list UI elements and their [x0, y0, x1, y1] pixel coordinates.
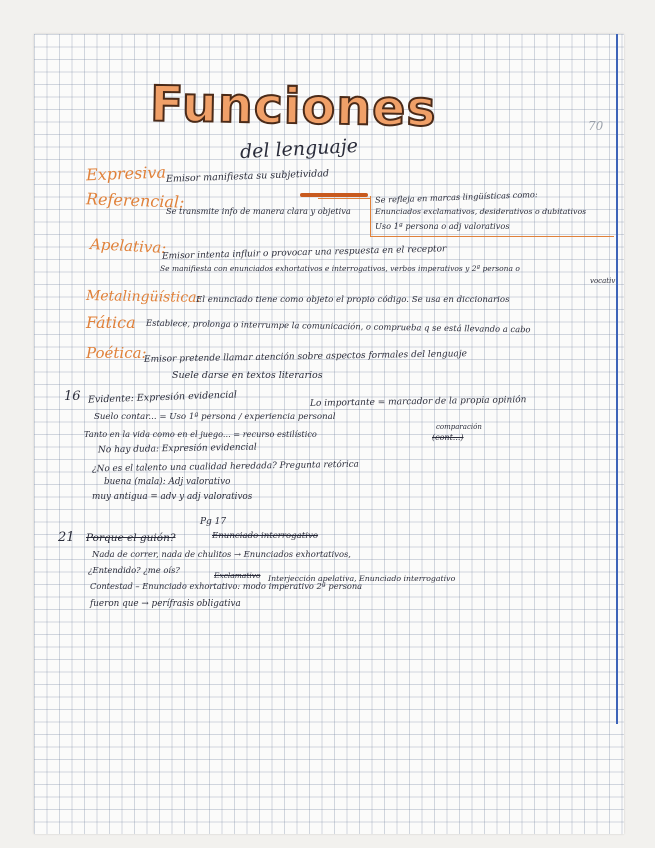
refleja-line-1: Se refleja en marcas lingüísticas como: [374, 189, 538, 205]
apelativa-sub: Se manifiesta con enunciados exhortativos e interrogativos, verbos imperativos y 2ª persona o [160, 264, 520, 273]
ex21-page-ref: Pg 17 [200, 517, 227, 527]
bracket-arrow [300, 193, 368, 197]
ex21-entendido: ¿Entendido? ¿me oís? [88, 565, 180, 575]
poetica-text: Emisor pretende llamar atención sobre aspectos formales del lenguaje [143, 349, 468, 365]
ex16-tanto-paren: (cont...) [432, 433, 464, 442]
ex16-evidente: Evidente: Expresión evidencial [87, 389, 238, 406]
ex21-fueron: fueron que → perífrasis obligativa [90, 599, 241, 609]
poetica-label: Poética: [86, 344, 147, 362]
page-subtitle: del lenguaje [239, 134, 359, 164]
bracket-line-bottom [370, 236, 614, 237]
poetica-sub: Suele darse en textos literarios [172, 370, 323, 381]
ex21-nada: Nada de correr, nada de chulitos → Enunciados exhortativos, [92, 549, 351, 559]
exercise-16-number: 16 [64, 389, 81, 404]
referencial-text: Se transmite info de manera clara y objetiva [166, 206, 351, 216]
ex16-tanto: Tanto en la vida como en el juego... = recurso estilístico [84, 429, 317, 439]
ex21-enunciado-tachado: Enunciado interrogativo [212, 531, 319, 541]
fatica-text: Establece, prolonga o interrumpe la comunicación, o comprueba q se está llevando a cabo [145, 317, 531, 335]
ex21-exclam-tachado: Exclamativo [214, 571, 261, 580]
ex16-talento: ¿No es el talento una cualidad heredada? Pregunta retórica [91, 459, 359, 475]
ex16-duda: No hay duda: Expresión evidencial [97, 442, 257, 456]
expresiva-label: Expresiva [85, 162, 167, 185]
page-title: Funciones [149, 75, 438, 138]
exercise-21-number: 21 [58, 530, 75, 545]
ex16-importante: Lo importante = marcador de la propia opinión [309, 395, 527, 409]
metalinguistica-label: Metalingüística: [85, 287, 202, 307]
page-edge-line [616, 34, 618, 724]
bracket-line-top [318, 198, 370, 199]
referencial-label: Referencial: [85, 189, 185, 212]
expresiva-text: Emisor manifiesta su subjetividad [165, 168, 330, 185]
apelativa-vocativo: vocativ [590, 277, 616, 285]
ex16-muy: muy antigua = adv y adj valorativos [92, 492, 253, 502]
margin-mark: 70 [588, 119, 604, 133]
ex16-comparacion: comparación [436, 423, 482, 431]
ex21-porque: Porque el guión? [86, 532, 176, 544]
refleja-line-3: Uso 1ª persona o adj valorativos [375, 221, 510, 231]
apelativa-text: Emisor intenta influir o provocar una respuesta en el receptor [161, 244, 447, 262]
ex21-contestad: Contestad – Enunciado exhortativo: modo imperativo 2ª persona [90, 581, 363, 591]
metalinguistica-text: El enunciado tiene como objeto el propio código. Se usa en diccionarios [196, 295, 510, 305]
bracket-line-vertical [370, 196, 371, 236]
apelativa-label: Apelativa: [89, 235, 167, 257]
ex21-interjeccion: Interjección apelativa, Enunciado interrogativo [268, 574, 456, 583]
ex16-buena: buena (mala): Adj valorativo [104, 477, 231, 487]
fatica-label: Fática [86, 313, 136, 332]
refleja-line-2: Enunciados exclamativos, desiderativos o dubitativos [375, 207, 587, 216]
ex16-suelo: Suelo contar... = Uso 1ª persona / experiencia personal [94, 412, 336, 422]
